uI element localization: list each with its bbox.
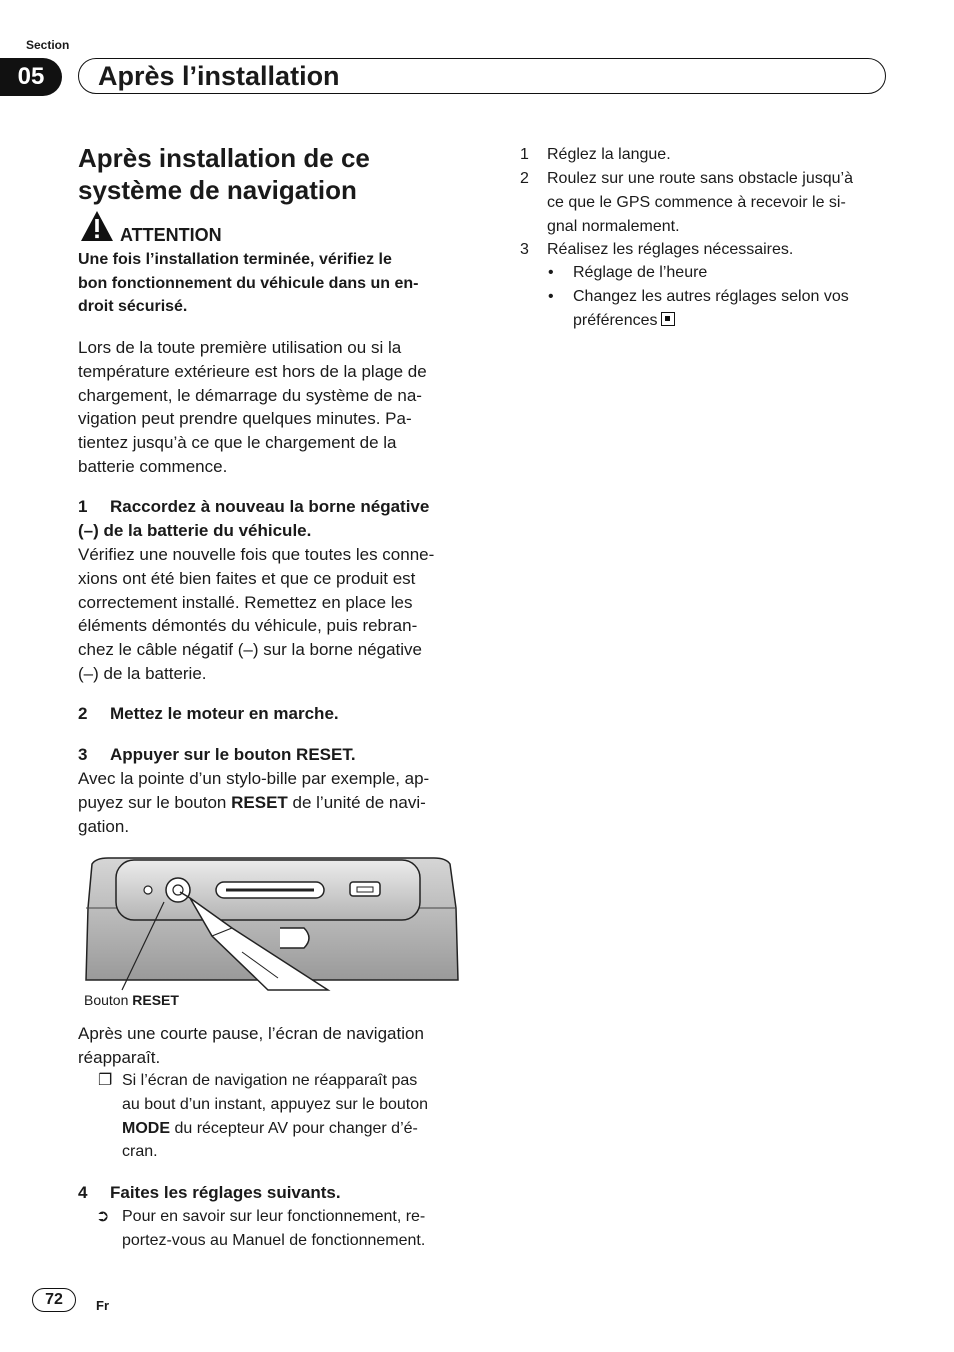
note-line: MODE du récepteur AV pour changer d’é- [122, 1119, 418, 1137]
bullet-line-wrap [573, 309, 888, 333]
item-line: Réglez la langue. [547, 146, 671, 163]
page-title-line-2: système de navigation [78, 175, 357, 205]
step-number: 3 [78, 745, 88, 764]
section-number-badge: 05 [0, 58, 62, 96]
caution-line: Une fois l’installation terminée, vérifiez le [78, 251, 392, 268]
section-label: Section [26, 38, 70, 52]
right-list-item [520, 238, 890, 262]
end-of-section-icon [661, 312, 675, 326]
step-3-heading [78, 743, 470, 767]
step-3-body [78, 767, 470, 838]
step-title: (–) de la batterie du véhicule. [78, 521, 312, 540]
figure-caption: Bouton RESET [84, 992, 179, 1008]
page-title [78, 142, 478, 206]
caution-line: bon fonctionnement du véhicule dans un en- [78, 274, 419, 292]
note-line: au bout d’un instant, appuyez sur le bouton [122, 1095, 428, 1113]
caution-text [78, 248, 470, 319]
indicator-led [144, 886, 152, 894]
item-number: 2 [520, 170, 529, 187]
right-list-item [520, 143, 890, 167]
note-box-icon: ❐ [98, 1072, 113, 1089]
item-line: ce que le GPS commence à recevoir le si- [547, 193, 846, 211]
page-title-line-1: Après installation de ce [78, 143, 370, 173]
caution-title: ATTENTION [120, 225, 222, 245]
bullet-line: Réglage de l’heure [573, 264, 708, 281]
note-line: Si l’écran de navigation ne réapparaît pas [122, 1072, 418, 1089]
intro-line: vigation peut prendre quelques minutes. Pa- [78, 409, 412, 429]
note-line: Pour en savoir sur leur fonctionnement, re- [122, 1208, 426, 1225]
step-title: Mettez le moteur en marche. [110, 704, 339, 723]
note-item [78, 1069, 470, 1164]
step-title: Faites les réglages suivants. [110, 1183, 341, 1202]
right-bullet-item [548, 285, 888, 333]
bullet-icon: • [548, 264, 554, 281]
page-number: 72 [32, 1288, 76, 1312]
step-number: 2 [78, 704, 88, 723]
bullet-line: Changez les autres réglages selon vos [573, 288, 849, 305]
item-number: 1 [520, 146, 529, 163]
intro-line: Lors de la toute première utilisation ou si la [78, 338, 402, 357]
step-body-line: chez le câble négatif (–) sur la borne négative [78, 640, 422, 660]
bullet-line: préférences [573, 311, 658, 329]
step-body-line: Vérifiez une nouvelle fois que toutes les conne- [78, 545, 435, 564]
note-line: cran. [122, 1143, 158, 1161]
section-title: Après l’installation [98, 61, 340, 91]
step-4-heading [78, 1181, 470, 1205]
intro-line: chargement, le démarrage du système de na- [78, 385, 422, 405]
note-line: portez-vous au Manuel de fonctionnement. [122, 1231, 426, 1249]
intro-paragraph [78, 336, 470, 479]
step-body-line: correctement installé. Remettez en place les [78, 592, 413, 612]
reset-button-illustration [82, 852, 460, 992]
step-body-line: puyez sur le bouton RESET de l’unité de navi- [78, 792, 426, 812]
intro-line: tientez jusqu’à ce que le chargement de la [78, 433, 397, 453]
reference-note [78, 1205, 470, 1253]
step-2-heading [78, 702, 470, 726]
language-code: Fr [96, 1298, 109, 1313]
step-body-line: Avec la pointe d’un stylo-bille par exemple, ap- [78, 769, 430, 788]
step-number: 1 [78, 497, 88, 516]
item-number: 3 [520, 241, 529, 258]
after-line: Après une courte pause, l’écran de navigation [78, 1024, 424, 1043]
step-1-heading [78, 495, 470, 543]
after-line: réapparaît. [78, 1047, 161, 1067]
item-line: gnal normalement. [547, 217, 680, 235]
step-1-body [78, 543, 470, 686]
item-line: Roulez sur une route sans obstacle jusqu’à [547, 170, 853, 187]
step-body-line: gation. [78, 816, 130, 836]
item-line: Réalisez les réglages nécessaires. [547, 241, 794, 258]
step-body-line: xions ont été bien faites et que ce produit est [78, 568, 416, 588]
after-paragraph [78, 1022, 470, 1070]
step-title: Appuyer sur le bouton RESET. [110, 745, 356, 764]
intro-line: batterie commence. [78, 456, 228, 476]
step-title: Raccordez à nouveau la borne négative [110, 497, 430, 516]
warning-triangle-icon [80, 210, 114, 242]
bullet-icon: • [548, 288, 554, 305]
reset-term: RESET [231, 792, 288, 812]
right-bullet-item [548, 261, 888, 285]
step-number: 4 [78, 1183, 88, 1202]
step-body-line: (–) de la batterie. [78, 663, 207, 683]
step-body-line: éléments démontés du véhicule, puis rebran- [78, 616, 418, 636]
right-list-item [520, 167, 890, 238]
mode-term: MODE [122, 1119, 170, 1137]
caution-line: droit sécurisé. [78, 298, 188, 315]
caption-reset-term: RESET [132, 992, 179, 1008]
arrow-reference-icon: ➲ [96, 1208, 110, 1225]
intro-line: température extérieure est hors de la plage de [78, 361, 427, 381]
